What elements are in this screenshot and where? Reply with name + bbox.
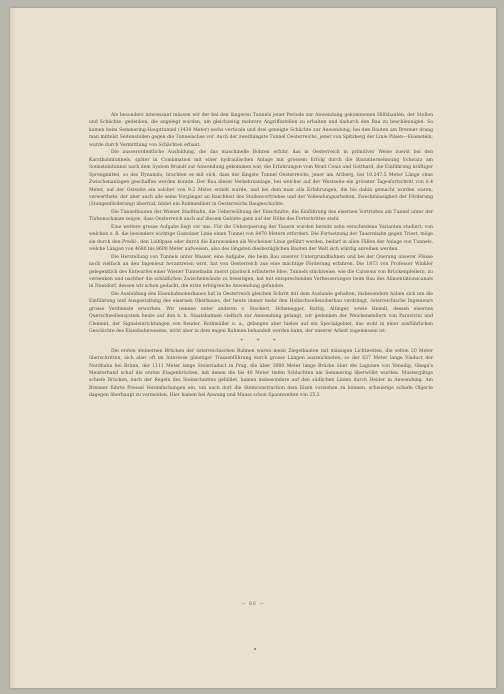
paragraph-arlberg-tunnel: Die ausserordentliche Ausbildung, die das maschinelle Bohren erfuhr, das in Oesterreich in primitiver Weise zuerst bei den Karstbahntunnels, später in Combination mit einer hydraulischen Anlage mit grossem Erfolg durch die Bauunternehmung Schwarz am Sonnsteintunnel nach dem System Brandt zur Anwendung gekommen war, die Erfahrungen vom Mont Cenis und Gotthard, die Einführung kräftiger Sprengmittel, so des Dynamits, brachten es mit sich, dass der längste Tunnel Oesterreichs, jener am Arlberg, bei 10.247.5 Meter Länge ohne Zwischenanlagen geschaffen werden konnte. Der Bau dieser Verkehrsanlage, bei welcher auf der Westseite ein grösster Tagesfortschritt von 8.4 Meter, auf der Ostseite ein solcher von 9.2 Meter erzielt wurde, und bei dem man alle Erfahrungen, die bis dahin gemacht worden waren, verwerthete, der aber auch alle seine Vorgänger an Raschheit des Stollenvortriebes und der Vollendungsarbeiten, Zweckmässigkeit der Förderung (Stangenförderung) übertraf, bildet ein Ruhmesblatt in Oesterreichs Baugeschichte. bbox=[89, 150, 433, 208]
paragraph-tunnel-shafts: Als besonders interessant müssen wir der bei den längeren Tunnels jener Periode zur Anwendung gekommenen Hilfsbauten, der Stollen und Schächte, gedenken, die angelegt wurden, um gleichzeitig mehrere Angriffsstellen zu erhalten und dadurch den Bau zu beschleunigen. So kamen beim Semmering-Haupttunnel (1430 Meter) sechs verticale und drei geneigte Schächte zur Anwendung; bei den Bauten am Brenner drang man mittelst Seitenstollen gegen die Tunnelachse vor. Auch der zweitlängste Tunnel Oesterreichs, jener von Spitzberg der Linie Pilsen—Eisenstein, wurde durch Vermittlung von Schächten erbaut. bbox=[89, 113, 433, 148]
section-divider: * * * bbox=[240, 337, 282, 344]
page-number: — 86 — bbox=[241, 602, 265, 607]
body-text bbox=[89, 112, 433, 400]
page-gutter-shadow bbox=[10, 8, 16, 688]
paragraph-stone-bridges: Die ersten steinernen Brücken der österreichischen Bahnen waren meist Ziegelbauten mit mässigen Lichtweiten, die selten 20 Meter überschritten, sich aber oft im Interesse günstiger Trassenführung durch grosse Längen auszeichneten; so der 637 Meter lange Viaduct der Nordbahn bei Brünn, der 1111 Meter lange Steinviaduct in Prag, die über 3000 Meter lange Brücke über die Lagunen von Venedig, Ghega's Meisterhand schuf die ersten Etagenbrücken, mit denen die bis 40 Meter tiefen Schluchten am Semmering überwölbt wurden. Mustergiltige schiefe Brücken, nach der Regeln des Steinschnittes gebildet, kamen insbesondere auf den südlichen Linien durch Heider in Anwendung. Am Brenner führte Pressel Vereinfachungen ein, um auch dort die Steinconstruction dem Eisen vorziehen zu können, schwierige schiefe Objecte dagegen überhaupt zu vermeiden. Hier kamen bei Anwang und Maass schon Spannweiten von 25.3 bbox=[89, 348, 433, 399]
paragraph-tauern-tunnel: Eine weitere grosse Aufgabe liegt vor uns. Für die Ueberquerung der Tauern wurden bereits zehn verschiedene Varianten studiert, von welchen z. B. die besonders wichtige Gasteiner Linie einen Tunnel von 8470 Metern erfordert. Die Fortsetzung der Tauernbahn gegen Triest, möge sie durch den Predil-, den Loiblpass oder durch die Karawanken als Wocheiner Linie geführt werden, bedarf in allen Fällen der Anlage von Tunnels, welche Längen von 4680 bis 8600 Meter aufweisen, also des längsten diesbezüglichen Bauten der Welt sich würdig anreihen werden. bbox=[89, 224, 433, 253]
paragraph-underwater-tunnels: Die Herstellung von Tunnels unter Wasser, eine Aufgabe, die beim Bau unserer Untergrundbahnen und bei der Querung unserer Flüsse noch vielfach an den Ingenieur herantreten wird, hat von Oesterreich aus eine mächtige Förderung erfahren. Die 1873 von Professor Winkler gelegentlich des Entwurfes einer Wiener Tunnelbahn zuerst plastisch erläuterte Idee, Tunnels stückweise, wie die Caissons von Brückenpfeilern, zu versenken und nachher die schädlichen Zwischenwände zu beseitigen, hat mit entsprechenden Verbesserungen beim Bau des Alimentationscanals in Nussdorf, dessen wir schon gedacht, die erste erfolgreiche Anwendung gefunden. bbox=[89, 254, 433, 290]
paragraph-railway-superstructure: Die Ausbildung des Eisenbahnoberbaues hat in Oesterreich gleichen Schritt mit dem Auslande gehalten; insbesondere haben sich um die Einführung und Ausgestaltung des eisernen Oberbaues, der heute immer mehr den Holzschwellenoberbau verdrängt, österreichische Ingenieure grosse Verdienste erworben. Wir nennen unter anderen v. Stockert, Hohenegger, Rattig, Altinger, sowie Heindl, dessen eisernes Querschwellensystem heute auf den k. k. Staatsbahnen vielfach zur Anwendung gelangt, wir gedenken der Weichenstellern von Paravicini und Clement, der Signaleinrichtungen von Bender, Rothmüller u. a., gelangen aber hiebei auf ein Specialgebiet, das wohl in einer ausführlichen Geschichte des Eisenbahnwesens, nicht aber in dem engen Rahmen behandelt werden kann, der unserer Arbeit zugemessen ist. bbox=[89, 291, 433, 335]
paragraph-stadtbahn-tunnels: Die Tunnelbauten der Wiener Stadtbahn, die Ueberwölbung der Einschnitte, die Einführung des eisernen Vortriebes am Tunnel unter der Türkenschanze zeigen, dass Oesterreich auch auf diesem Gebiete ganz auf der Höhe des Fortschrittes steht. bbox=[89, 209, 433, 223]
page-speck bbox=[254, 648, 256, 650]
book-page bbox=[10, 8, 496, 688]
